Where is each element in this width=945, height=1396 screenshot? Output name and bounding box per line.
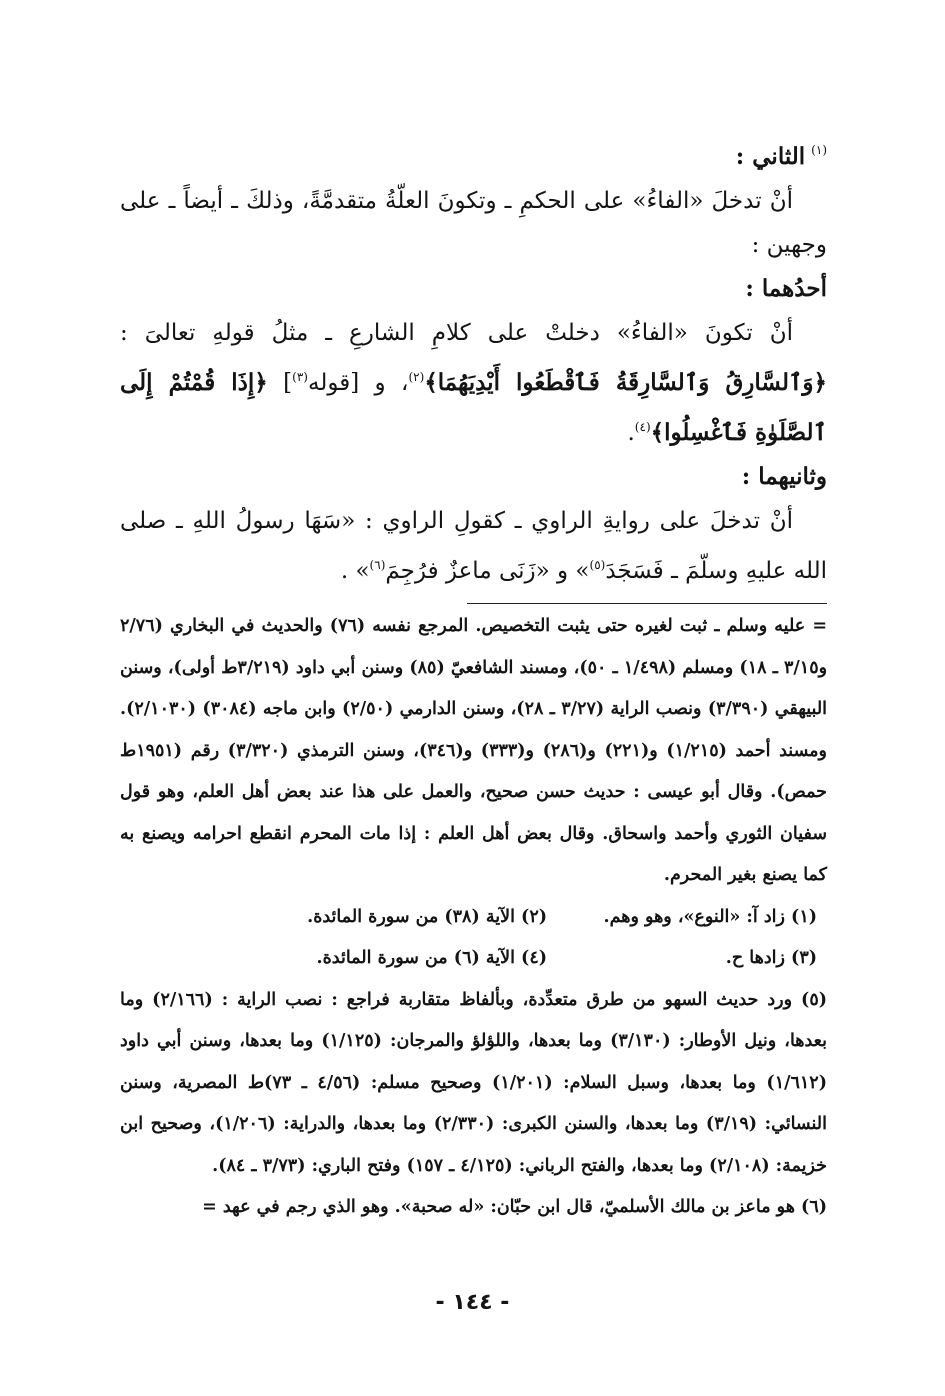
footnote-6: (٦) هو ماعز بن مالك الأسلميّ، قال ابن حبّان: «له صحبة». وهو الذي رجم في عهد = (202, 1197, 827, 1217)
footnotes (120, 606, 827, 1229)
paragraph-2 (120, 311, 827, 455)
footnote-continued: = عليه وسلم ـ ثبت لغيره حتى يثبت التخصيص. المرجع نفسه (٧٦) والحديث في البخاري (٢/٧٦ و٣/١٥ ـ ١٨) ومسلم (١/٤٩٨ ـ ٥٠)، ومسند الشافعيّ (٨٥) وسنن أبي داود (٣/٢١٩ط أولى)، وسنن البيهقي (٣/٣٩٠) ونصب الراية (٣/٢٧ ـ ٢٨)، وسنن الدارمي (٢/٥٠) وابن ماجه (٣٠٨٤) (٢/١٠٣٠). ومسند أحمد (١/٢١٥) و(٢٢١) و(٢٨٦) و(٣٣٣) و(٣٤٦)، وسنن الترمذي (٣/٣٢٠) رقم (١٩٥١ط حمص). وقال أبو عيسى : حديث حسن صحيح، والعمل على هذا عند بعض أهل العلم، وهو قول سفيان الثوري وأحمد واسحاق. وقال بعض أهل العلم : إذا مات المحرم انقطع احرامه ويصنع به كما يصنع بغير المحرم. (120, 616, 828, 885)
paragraph-2-text: أنْ تكونَ «الفاءُ» دخلتْ على كلامِ الشارعِ ـ مثلُ قولهِ تعالىَ : (120, 320, 793, 346)
footnote-3: (٣) زادها ح. (725, 948, 817, 968)
footnote-5: (٥) ورد حديث السهو من طرق متعدِّدة، وبألفاظ متقاربة فراجع : نصب الراية : (٢/١٦٦) وما بعدها، ونيل الأوطار: (٣/١٣٠) وما بعدها، واللؤلؤ والمرجان: (١/١٢٥) وما بعدها، وسنن أبي داود (١/٦١٢) وما بعدها، وسبل السلام: (١/٢٠١) وصحيح مسلم: (٤/٥٦ ـ ٧٣)ط المصرية، وسنن النسائي: (٣/١٩) وما بعدها، والسنن الكبرى: (٢/٣٣٠) وما بعدها، والدراية: (١/٢٠٦)، وصحيح ابن خزيمة: (٢/١٠٨) وما بعدها، والفتح الرباني: (٤/١٢٥ ـ ١٥٧) وفتح الباري: (٣/٧٣ ـ ٨٤). (120, 989, 828, 1176)
paragraph-2-end: . (627, 420, 635, 446)
footnote-ref-3: (٣) (292, 370, 308, 384)
paragraph-3-end: » . (340, 558, 370, 584)
paragraph-1: أنْ تدخلَ «الفاءُ» على الحكمِ ـ وتكونَ العلّةُ متقدمَّةً، وذلكَ ـ أيضاً ـ على وجهين : (120, 188, 827, 258)
page-number: - ١٤٤ - (435, 1290, 510, 1315)
footnote-4: (٤) الآية (٦) من سورة المائدة. (316, 948, 547, 968)
footnote-ref-5: (٥) (589, 558, 606, 572)
footnote-ref-2: (٢) (408, 370, 425, 384)
paragraph-3-text: أنْ تدخلَ على روايةِ الراوي ـ كقولِ الراوي : «سَهَا رسولُ اللهِ ـ صلى الله عليهِ وسلّمَ ـ فَسَجَدَ (120, 508, 827, 584)
footnote-row-2 (120, 938, 827, 980)
footnote-separator (467, 603, 827, 604)
paragraph-2-bracket: ] (283, 370, 293, 396)
footnote-ref-4: (٤) (634, 420, 651, 434)
paragraph-3-mid: » و «زَنَى ماعزٌ فرُجِمَ (385, 558, 590, 584)
heading-first: أحدُهما : (745, 275, 827, 302)
quran-verse-1: ﴿وَٱلسَّارِقُ وَٱلسَّارِقَةُ فَٱقْطَعُوا أَيْدِيَهُمَا﴾ (424, 369, 828, 396)
main-text (120, 128, 827, 593)
footnote-row-1 (120, 897, 827, 939)
heading-second: $^{(١)}$الثاني : (735, 143, 827, 170)
heading-second-of-two: وثانيهما : (741, 463, 827, 490)
footnote-2: (٢) الآية (٣٨) من سورة المائدة. (307, 906, 547, 927)
quran-verse-2: ﴿إِذَا قُمْتُمْ إِلَى ٱلصَّلَوٰةِ فَٱغْسِلُوا﴾ (120, 369, 827, 446)
paragraph-3 (120, 499, 827, 593)
paragraph-2-join: ، و [قوله (307, 370, 409, 396)
footnote-ref-6: (٦) (369, 558, 386, 572)
footnote-ref-1: (١) (811, 143, 827, 157)
footnote-1: (١) زاد آ: «النوع»، وهو وهم. (603, 906, 817, 927)
